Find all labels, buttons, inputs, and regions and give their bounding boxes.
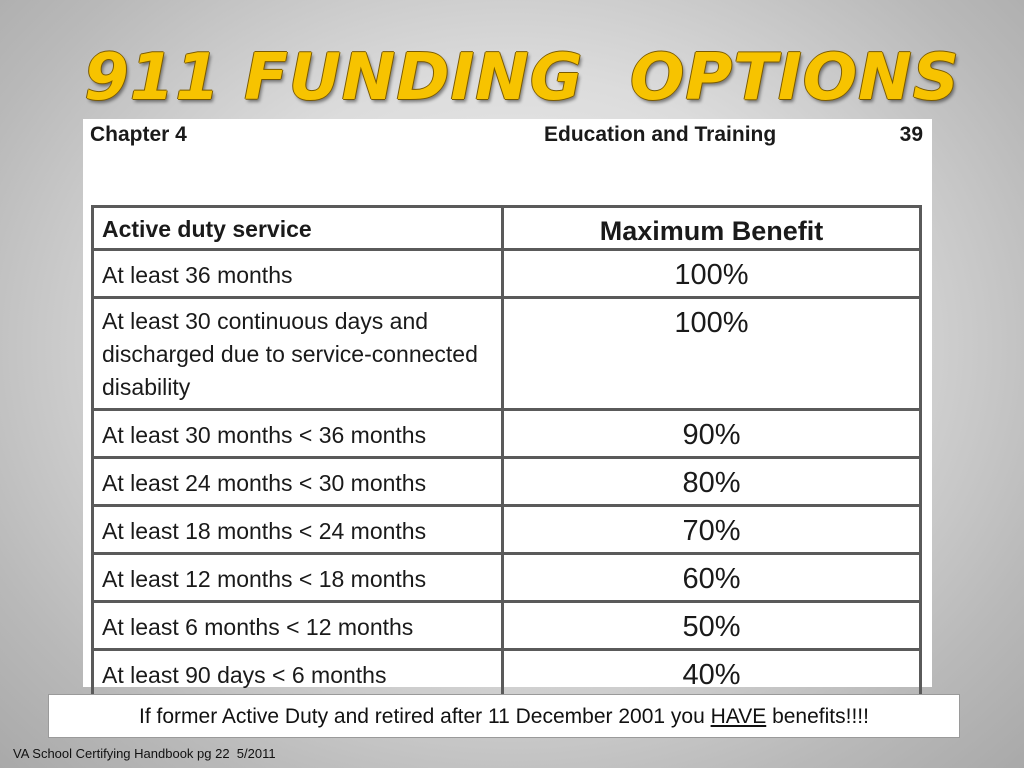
service-cell: At least 18 months < 24 months xyxy=(93,506,503,554)
note-text-after: benefits!!!! xyxy=(766,705,869,728)
page-number: 39 xyxy=(899,123,923,146)
service-cell: At least 6 months < 12 months xyxy=(93,602,503,650)
table-row xyxy=(93,554,921,602)
service-cell: At least 12 months < 18 months xyxy=(93,554,503,602)
table-row xyxy=(93,250,921,298)
service-cell: At least 30 continuous days and discharged due to service-connected disability xyxy=(93,298,503,410)
benefit-cell: 100% xyxy=(503,250,921,298)
benefit-cell: 100% xyxy=(503,298,921,410)
source-citation: VA School Certifying Handbook pg 22 5/2011 xyxy=(13,746,276,761)
benefit-cell: 90% xyxy=(503,410,921,458)
benefits-note xyxy=(48,694,960,738)
table-row xyxy=(93,410,921,458)
handbook-page-excerpt xyxy=(83,119,932,691)
document-header xyxy=(83,123,932,153)
table-row xyxy=(93,298,921,410)
benefit-table xyxy=(91,205,922,699)
table-row xyxy=(93,650,921,698)
service-cell: At least 30 months < 36 months xyxy=(93,410,503,458)
slide-title: 911 FUNDING OPTIONS xyxy=(84,41,960,115)
service-cell: At least 24 months < 30 months xyxy=(93,458,503,506)
section-label: Education and Training xyxy=(544,123,777,146)
header-active-duty-service: Active duty service xyxy=(93,207,503,250)
note-text-before: If former Active Duty and retired after 11 December 2001 you xyxy=(139,705,711,728)
table-row xyxy=(93,458,921,506)
table-row xyxy=(93,602,921,650)
benefit-cell: 80% xyxy=(503,458,921,506)
table-row xyxy=(93,506,921,554)
service-cell: At least 90 days < 6 months xyxy=(93,650,503,698)
benefit-cell: 50% xyxy=(503,602,921,650)
benefit-cell: 70% xyxy=(503,506,921,554)
benefit-cell: 60% xyxy=(503,554,921,602)
benefit-cell: 40% xyxy=(503,650,921,698)
table-header-row xyxy=(93,207,921,250)
chapter-label: Chapter 4 xyxy=(90,123,187,146)
header-maximum-benefit: Maximum Benefit xyxy=(503,207,921,250)
service-cell: At least 36 months xyxy=(93,250,503,298)
note-emphasis: HAVE xyxy=(710,705,767,728)
